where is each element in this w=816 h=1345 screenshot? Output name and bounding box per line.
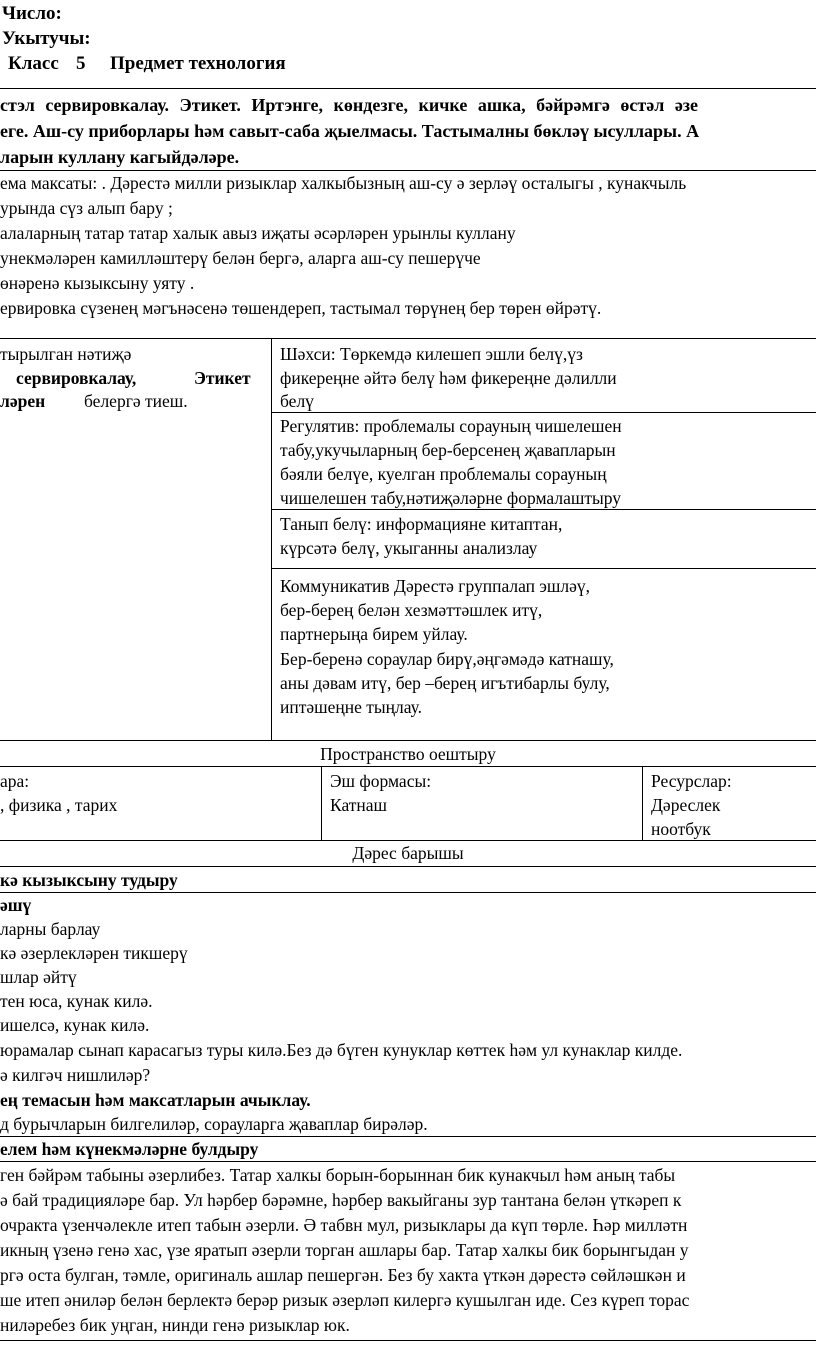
goal-line: өнәренә кызыксыну уяту . [0,273,195,293]
regulative-line: Регулятив: проблемалы сорауның чишелешен [280,416,622,436]
class-number: 5 [76,53,86,74]
resources-label: Ресурслар: [651,771,732,791]
lesson-paragraph-line: очракта үзенчәлекле итеп табын әзерли. Ә табвн мул, ризыклары да күп төрле. Һәр милләтн [0,1215,688,1235]
lesson-line: кә әзерлекләрен тикшерү [0,943,188,963]
communicative-line: аны дәвам итү, бер –берең игътибарлы булу, [280,673,610,693]
date-label: Число: [2,3,62,24]
lesson-line: шлар әйтү [0,967,77,987]
results-label: тырылган нәтиҗә [0,344,132,364]
communicative-line: партнерыңа бирем уйлау. [280,624,468,644]
goal-line: ервировка сүзенең мәгънәсенә төшендереп, тастымал төрүнең бер төрен өйрәтү. [0,298,602,318]
topic-line-1: стэл сервировкалау. Этикет. Иртэнге, көндезге, кичке ашка, бәйрәмгә өстәл әзе [0,95,699,115]
lesson-paragraph-line: икның үзенә генә хас, үзе яратып әзерли торган ашлары бар. Татар халкы бик борынгыдан у [0,1240,689,1260]
cognitive-line: Танып белү: информацияне китаптан, [280,514,563,534]
results-table-divider [271,338,272,740]
lesson-paragraph-line: ген бәйрәм табыны әзерлибез. Татар халкы борын-борыннан бик кунакчыл һәм аның табы [0,1165,676,1185]
goal-line: урында сүз алып бару ; [0,198,173,218]
regulative-line: бәяли белүе, куелган проблемалы сорауның [280,464,607,484]
cognitive-line: күрсәтә белү, укыганны анализлау [280,538,538,558]
topic-top-border [0,88,816,89]
lesson-line: юрамалар сынап карасагыз туры килә.Без дә бүген кунуклар көттек һәм ул кунаклар килде. [0,1040,683,1060]
work-form-value: Катнаш [330,795,388,815]
lesson-title: Дәрес барышы [352,843,464,863]
communicative-line: бер-берең белән хезмәттәшлек итү, [280,600,543,620]
resources-textbook: Дәреслек [651,795,721,815]
class-label: Класс [8,53,59,74]
results-line3a: ләрен [0,391,46,411]
regulative-line: чишелешен табу,нәтиҗәләрне формалаштыру [280,488,621,508]
space-col1-label: ара: [0,771,30,791]
goal-line: унекмәләрен камилләштерү белән бергә, аларга аш-су пешерүче [0,248,481,268]
lesson-line: д бурычларын билгелиләр, сорауларга җаваплар бирәләр. [0,1114,428,1134]
lesson-line: ларны барлау [0,919,101,939]
resources-notebook: ноотбук [651,819,711,839]
goal-line: ема максаты: . Дәрестә милли ризыклар халкыбызның аш-су ә зерләү осталыгы , кунакчыль [0,173,687,193]
subject-title: Предмет технология [110,53,286,74]
lesson-line: ең темасын һәм максатларын ачыклау. [0,1090,311,1110]
space-title: Пространство оештыру [320,744,496,764]
lesson-line: ә килгәч нишлиләр? [0,1065,151,1085]
lesson-line: тен юса, кунак килә. [0,991,153,1011]
lesson-paragraph-line: ниләребез бик уңган, нинди генә ризыклар юк. [0,1315,350,1335]
personal-line: фикереңне әйтә белү һәм фикереңне дәлилли [280,368,617,388]
personal-line: белү [280,391,314,411]
lesson-line: әшү [0,895,32,915]
results-serving: сервировкалау, [16,368,137,388]
regulative-line: табу,укучыларның бер-берсенең җавапларын [280,440,616,460]
lesson-paragraph-line: ә бай традицияләре бар. Ул һәрбер бәрәмне, һәрбер вакыйганы зур тантана белән үткәреп к [0,1190,682,1210]
space-col1-value: , физика , тарих [0,795,118,815]
topic-bottom-border [0,170,816,171]
personal-line: Шәхси: Төркемдә килешеп эшли белү,үз [280,344,583,364]
goal-line: алаларның татар татар халык авыз иҗаты әсәрләрен урынлы куллану [0,223,516,243]
communicative-line: иптәшеңне тыңлау. [280,697,423,717]
work-form-label: Эш формасы: [330,771,432,791]
topic-line-3: ларын куллану кагыйдәләре. [0,147,240,167]
lesson-paragraph-line: ше итеп әниләр белән берлектә берәр ризык әзерләп килергә кушылган иде. Сез күреп торас [0,1290,690,1310]
communicative-line: Коммуникатив Дәрестә группалап эшләү, [280,576,590,596]
topic-line-2: еге. Аш-су приборлары һәм савыт-саба җыелмасы. Тастымалны бөкләү ысуллары. А [0,121,700,141]
lesson-stage-motivation: кә кызыксыну тудыру [0,870,178,890]
lesson-stage-knowledge: елем һәм күнекмәләрне булдыру [0,1139,259,1159]
teacher-label: Укытучы: [2,28,91,49]
results-table-top [0,338,816,339]
lesson-paragraph-line: ргә оста булган, тәмле, оригиналь ашлар пешергән. Без бу хакта үткән дәрестә сөйләшкән и [0,1265,686,1285]
results-line3b: белергә тиеш. [84,391,188,411]
communicative-line: Бер-беренә сораулар бирү,әңгәмәдә катнашу, [280,649,614,669]
results-etiquette: Этикет [194,368,251,388]
results-table-bottom [0,740,816,741]
lesson-line: ишелсә, кунак килә. [0,1015,150,1035]
